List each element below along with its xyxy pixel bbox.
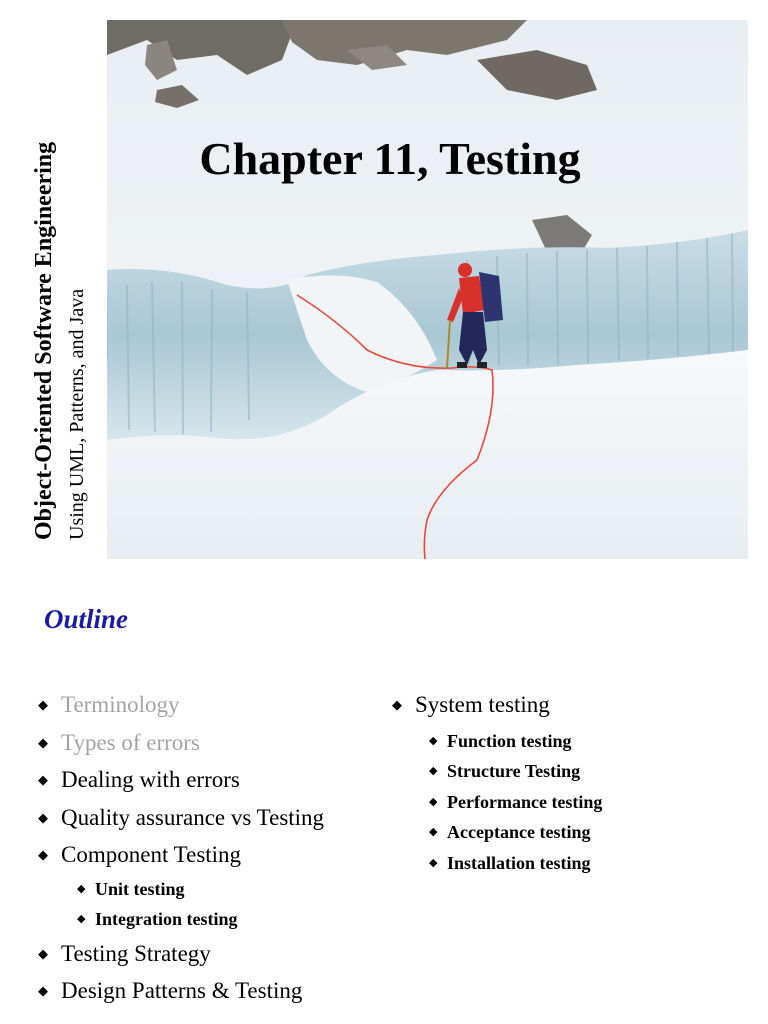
chapter-title: Chapter 11, Testing [199,133,581,184]
outline-item [38,799,378,837]
outline-subitem [77,874,378,905]
outline-item-label: Quality assurance vs Testing [61,804,325,830]
outline-subitem [429,817,752,848]
outline-subitem-label: Acceptance testing [447,822,591,842]
outline-subitem-label: Unit testing [95,878,185,899]
outline-left-column [38,686,378,1010]
bullet-diamond-icon: ◆ [429,765,438,777]
outline-item-label: Component Testing [61,842,242,867]
outline-item [38,972,378,1010]
bullet-diamond-icon: ◆ [38,847,48,862]
outline-item [392,686,752,724]
outline-item-label: Design Patterns & Testing [61,978,303,1003]
outline-subitem [77,904,378,935]
bullet-diamond-icon: ◆ [38,945,48,961]
outline-subitem [429,726,752,757]
outline-item-label: Testing Strategy [61,940,211,966]
outline-item [38,935,378,973]
outline-item [38,724,378,762]
glacier-photo [107,20,748,559]
outline-right-column [392,686,752,878]
bullet-diamond-icon: ◆ [38,809,48,825]
bullet-diamond-icon: ◆ [38,772,48,787]
outline-item [38,761,378,799]
bullet-diamond-icon: ◆ [392,697,402,712]
outline-subitem-label: Integration testing [95,909,238,929]
bullet-diamond-icon: ◆ [429,856,438,869]
outline-subitem-group [38,874,378,935]
bullet-diamond-icon: ◆ [429,734,438,747]
outline-item [38,686,378,724]
bullet-diamond-icon: ◆ [77,913,86,925]
book-subtitle: Using UML, Patterns, and Java [66,288,88,540]
book-title: Object-Oriented Software Engineering [31,141,57,540]
outline-subitem [429,787,752,818]
outline-item-label: System testing [415,692,550,717]
bullet-diamond-icon: ◆ [429,795,438,808]
bullet-diamond-icon: ◆ [38,697,48,712]
bullet-diamond-icon: ◆ [38,734,48,750]
outline-subitem-group [392,726,752,879]
bullet-diamond-icon: ◆ [77,882,86,895]
outline-subitem-label: Structure Testing [447,761,581,781]
outline-subitem [429,848,752,879]
outline-item-label: Types of errors [61,729,200,755]
outline-subitem [429,756,752,787]
outline-subitem-label: Performance testing [447,791,603,812]
outline-item-label: Dealing with errors [61,767,240,792]
outline-item [38,836,378,874]
bullet-diamond-icon: ◆ [38,983,48,998]
outline-subitem-label: Installation testing [447,852,591,873]
outline-heading: Outline [44,604,129,634]
outline-subitem-label: Function testing [447,730,572,751]
bullet-diamond-icon: ◆ [429,826,438,838]
outline-item-label: Terminology [61,692,180,717]
